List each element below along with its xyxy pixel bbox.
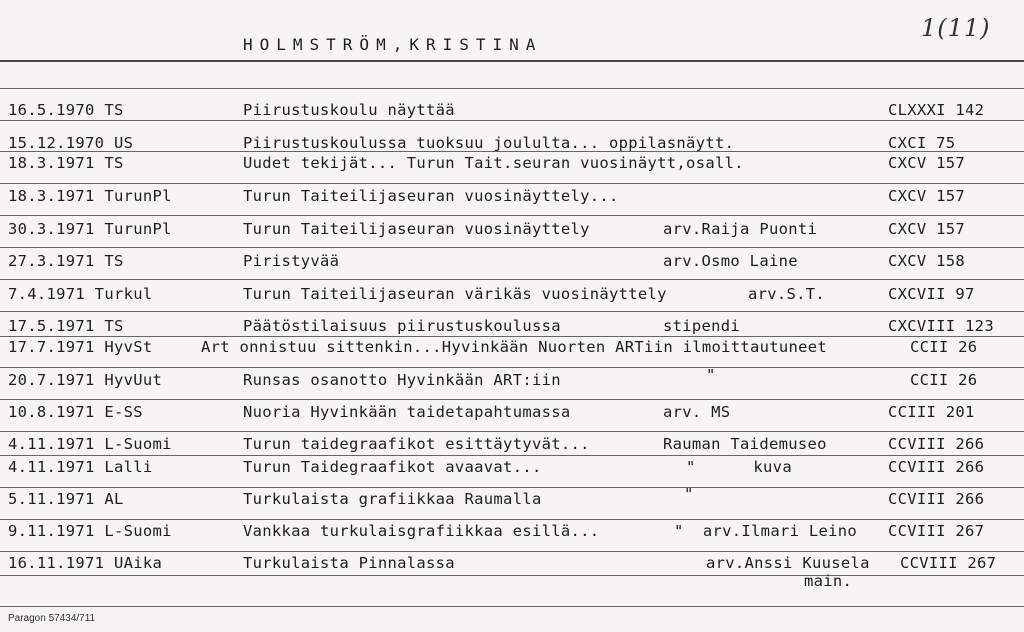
entry-title: Piirustuskoulu näyttää (243, 101, 455, 119)
entry-title: Nuoria Hyvinkään taidetapahtumassa (243, 403, 571, 421)
row-rule (0, 431, 1024, 432)
row-rule (0, 120, 1024, 121)
row-rule (0, 183, 1024, 184)
entry-date-source: 18.3.1971 TS (8, 154, 124, 172)
continuation-note: main. (804, 572, 853, 590)
row-rule (0, 487, 1024, 488)
entry-ref: CCVIII 266 (888, 458, 985, 476)
entry-date-source: 20.7.1971 HyvUut (8, 371, 163, 389)
entry-ref: CCIII 201 (888, 403, 975, 421)
entry-note: " (684, 485, 694, 503)
row-rule (0, 399, 1024, 400)
card-title: HOLMSTRÖM,KRISTINA (243, 35, 543, 54)
row-rule (0, 279, 1024, 280)
card-number-handwritten: 1(11) (921, 14, 991, 42)
entry-ref: CCII 26 (910, 338, 978, 356)
entry-ref: CXCVII 97 (888, 285, 975, 303)
entry-title: Turun Taiteilijaseuran värikäs vuosinäyttely (243, 285, 667, 303)
entry-date-source: 17.5.1971 TS (8, 317, 124, 335)
row-rule (0, 455, 1024, 456)
row-rule (0, 367, 1024, 368)
entry-note: arv. MS (663, 403, 731, 421)
header-rule (0, 88, 1024, 89)
entry-date-source: 15.12.1970 US (8, 134, 134, 152)
entry-title: Vankkaa turkulaisgrafiikkaa esillä... (243, 522, 600, 540)
entry-ref: CXCV 157 (888, 154, 966, 172)
entry-ref: CLXXXI 142 (888, 101, 985, 119)
entry-date-source: 16.5.1970 TS (8, 101, 124, 119)
entry-date-source: 17.7.1971 HyvSt (8, 338, 153, 356)
entry-ref: CCVIII 266 (888, 435, 985, 453)
entry-ref: CXCV 157 (888, 220, 966, 238)
entry-date-source: 5.11.1971 AL (8, 490, 124, 508)
entry-ref: CXCV 158 (888, 252, 966, 270)
entry-date-source: 18.3.1971 TurunPl (8, 187, 172, 205)
entry-note: " kuva (686, 458, 792, 476)
entry-note: arv.Osmo Laine (663, 252, 798, 270)
entry-title: Turun Taiteilijaseuran vuosinäyttely... (243, 187, 619, 205)
entry-date-source: 7.4.1971 Turkul (8, 285, 153, 303)
row-rule (0, 215, 1024, 216)
entry-note: arv.S.T. (748, 285, 826, 303)
entry-note: Rauman Taidemuseo (663, 435, 827, 453)
entry-ref: CCVIII 267 (900, 554, 997, 572)
entry-date-source: 4.11.1971 Lalli (8, 458, 153, 476)
entry-date-source: 10.8.1971 E-SS (8, 403, 143, 421)
entry-ref: CCII 26 (910, 371, 978, 389)
entry-date-source: 16.11.1971 UAika (8, 554, 163, 572)
entry-ref: CXCVIII 123 (888, 317, 994, 335)
entry-title: Päätöstilaisuus piirustuskoulussa (243, 317, 561, 335)
entry-title: Turun taidegraafikot esittäytyvät... (243, 435, 590, 453)
row-rule (0, 551, 1024, 552)
row-rule (0, 519, 1024, 520)
entry-date-source: 4.11.1971 L-Suomi (8, 435, 172, 453)
entry-title: Piirustuskoulussa tuoksuu joululta... oppilasnäytt. (243, 134, 735, 152)
entry-title: Turun Taiteilijaseuran vuosinäyttely (243, 220, 590, 238)
entry-date-source: 30.3.1971 TurunPl (8, 220, 172, 238)
entry-title: Runsas osanotto Hyvinkään ART:iin (243, 371, 561, 389)
entry-note: stipendi (663, 317, 741, 335)
entry-ref: CCVIII 267 (888, 522, 985, 540)
row-rule (0, 606, 1024, 607)
entry-title: Turkulaista Pinnalassa (243, 554, 455, 572)
entry-note: " (706, 366, 716, 384)
entry-note: arv.Anssi Kuusela (706, 554, 870, 572)
row-rule (0, 336, 1024, 337)
title-rule (0, 60, 1024, 62)
entry-date-source: 27.3.1971 TS (8, 252, 124, 270)
entry-ref: CXCV 157 (888, 187, 966, 205)
entry-date-source: 9.11.1971 L-Suomi (8, 522, 172, 540)
entry-title: Piristyvää (243, 252, 340, 270)
entry-note: arv.Raija Puonti (663, 220, 818, 238)
row-rule (0, 575, 1024, 576)
entry-note: " arv.Ilmari Leino (674, 522, 858, 540)
entry-title: Turkulaista grafiikkaa Raumalla (243, 490, 542, 508)
entry-title: Art onnistuu sittenkin...Hyvinkään Nuorten ARTiin ilmoittautuneet (201, 338, 828, 356)
entry-title: Uudet tekijät... Turun Tait.seuran vuosinäytt,osall. (243, 154, 744, 172)
row-rule (0, 247, 1024, 248)
row-rule (0, 311, 1024, 312)
entry-ref: CCVIII 266 (888, 490, 985, 508)
printer-imprint: Paragon 57434/711 (8, 613, 96, 624)
entry-title: Turun Taidegraafikot avaavat... (243, 458, 542, 476)
entry-ref: CXCI 75 (888, 134, 956, 152)
